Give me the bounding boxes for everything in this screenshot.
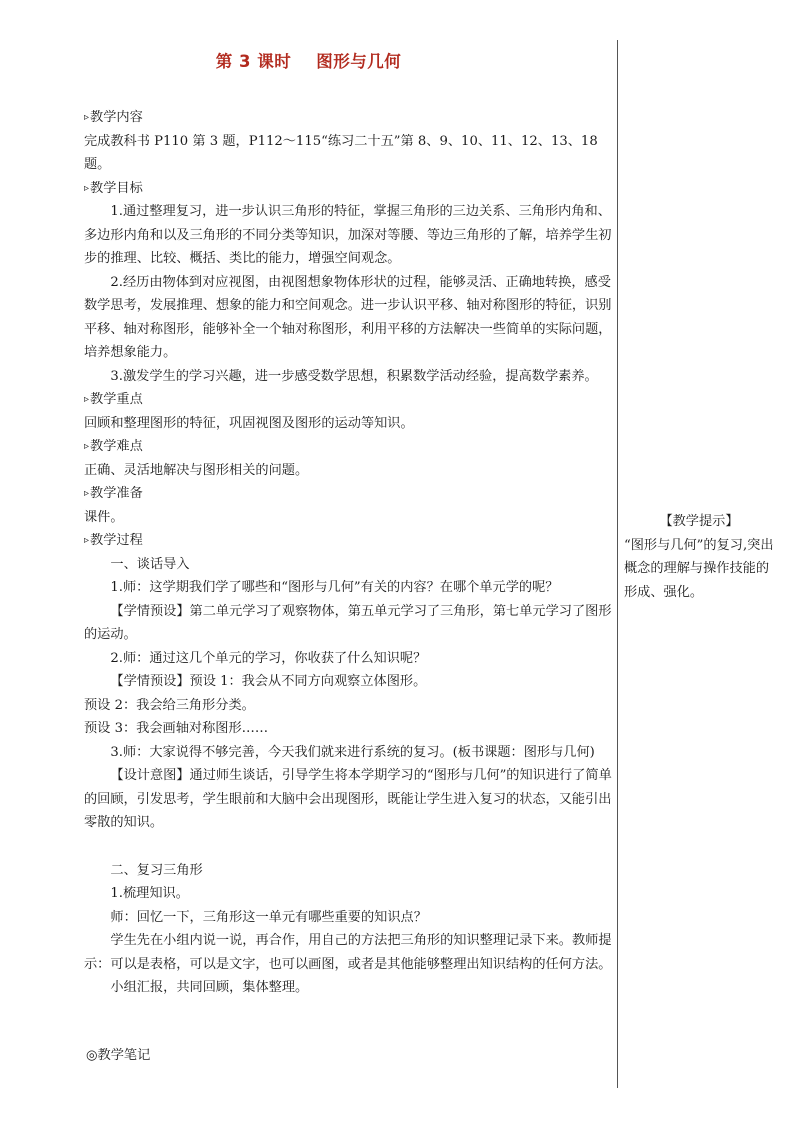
preparation-heading: ▹ 教学准备 <box>84 482 612 506</box>
column-divider <box>617 40 618 1088</box>
process-paragraph: 预设 3：我会画轴对称图形…… <box>84 721 269 736</box>
process-paragraph: 3.师：大家说得不够完善，今天我们就来进行系统的复习。(板书课题：图形与几何) <box>110 744 595 760</box>
process-paragraph: 学生先在小组内说一说，再合作，用自己的方法把三角形的知识整理记录下来。教师提示：可以是表格，可以是文字，也可以画图，或者是其他能够整理出知识结构的任何方法。 <box>84 933 612 972</box>
process-paragraph: 1.师：这学期我们学了哪些和“图形与几何”有关的内容？在哪个单元学的呢？ <box>110 580 559 595</box>
process-paragraph: 师：回忆一下，三角形这一单元有哪些重要的知识点？ <box>110 909 427 925</box>
difficulty-text: 正确、灵活地解决与图形相关的问题。 <box>84 462 309 478</box>
page-title: 第 3 课时 图形与几何 <box>215 52 402 71</box>
spacer <box>84 835 612 859</box>
teaching-notes-label: ◎教学笔记 <box>86 1048 151 1063</box>
goal-item: 3.激发学生的学习兴趣，进一步感受数学思想，积累数学活动经验，提高数学素养。 <box>110 368 598 384</box>
part1-title: 一、谈话导入 <box>110 556 190 572</box>
process-paragraph: 1.梳理知识。 <box>110 886 189 901</box>
design-intent: 【设计意图】通过师生谈话，引导学生将本学期学习的“图形与几何”的知识进行了简单的回顾，引发思考，学生眼前和大脑中会出现图形，既能让学生进入复习的状态，又能引出零散的知识。 <box>84 768 612 830</box>
tip-text: “图形与几何”的复习,突出概念的理解与操作技能的形成、强化。 <box>624 537 774 600</box>
process-paragraph: 预设 2：我会给三角形分类。 <box>84 697 255 713</box>
key-points-heading: ▹ 教学重点 <box>84 388 612 412</box>
teaching-tip <box>624 510 774 604</box>
goal-item: 1.通过整理复习，进一步认识三角形的特征，掌握三角形的三边关系、三角形内角和、多边形内角和以及三角形的不同分类等知识，加深对等腰、等边三角形的了解，培养学生初步的推理、比较、概括、类比的能力，增强空间观念。 <box>84 204 612 266</box>
lesson-body <box>84 106 612 1000</box>
difficulty-heading: ▹ 教学难点 <box>84 435 612 459</box>
process-paragraph: 【学情预设】预设 1：我会从不同方向观察立体图形。 <box>110 674 427 689</box>
process-heading: ▹ 教学过程 <box>84 529 612 553</box>
process-paragraph: 【学情预设】第二单元学习了观察物体，第五单元学习了三角形，第七单元学习了图形的运动。 <box>84 603 612 642</box>
goals-heading: ▹ 教学目标 <box>84 177 612 201</box>
key-points-text: 回顾和整理图形的特征，巩固视图及图形的运动等知识。 <box>84 415 414 431</box>
content-text: 完成教科书 P110 第 3 题，P112～115“练习二十五”第 8、9、10、11、12、13、18 题。 <box>84 133 598 172</box>
tip-title: 【教学提示】 <box>659 514 739 529</box>
process-paragraph: 小组汇报，共同回顾，集体整理。 <box>110 980 309 995</box>
content-heading: ▹ 教学内容 <box>84 106 612 130</box>
process-paragraph: 2.师：通过这几个单元的学习，你收获了什么知识呢？ <box>110 650 427 666</box>
part2-title: 二、复习三角形 <box>110 862 203 878</box>
goal-item: 2.经历由物体到对应视图，由视图想象物体形状的过程，能够灵活、正确地转换，感受数学思考，发展推理、想象的能力和空间观念。进一步认识平移、轴对称图形的特征，识别平移、轴对称图形，能够补全一个轴对称图形，利用平移的方法解决一些简单的实际问题，培养想象能力。 <box>84 274 612 360</box>
preparation-text: 课件。 <box>84 509 124 525</box>
